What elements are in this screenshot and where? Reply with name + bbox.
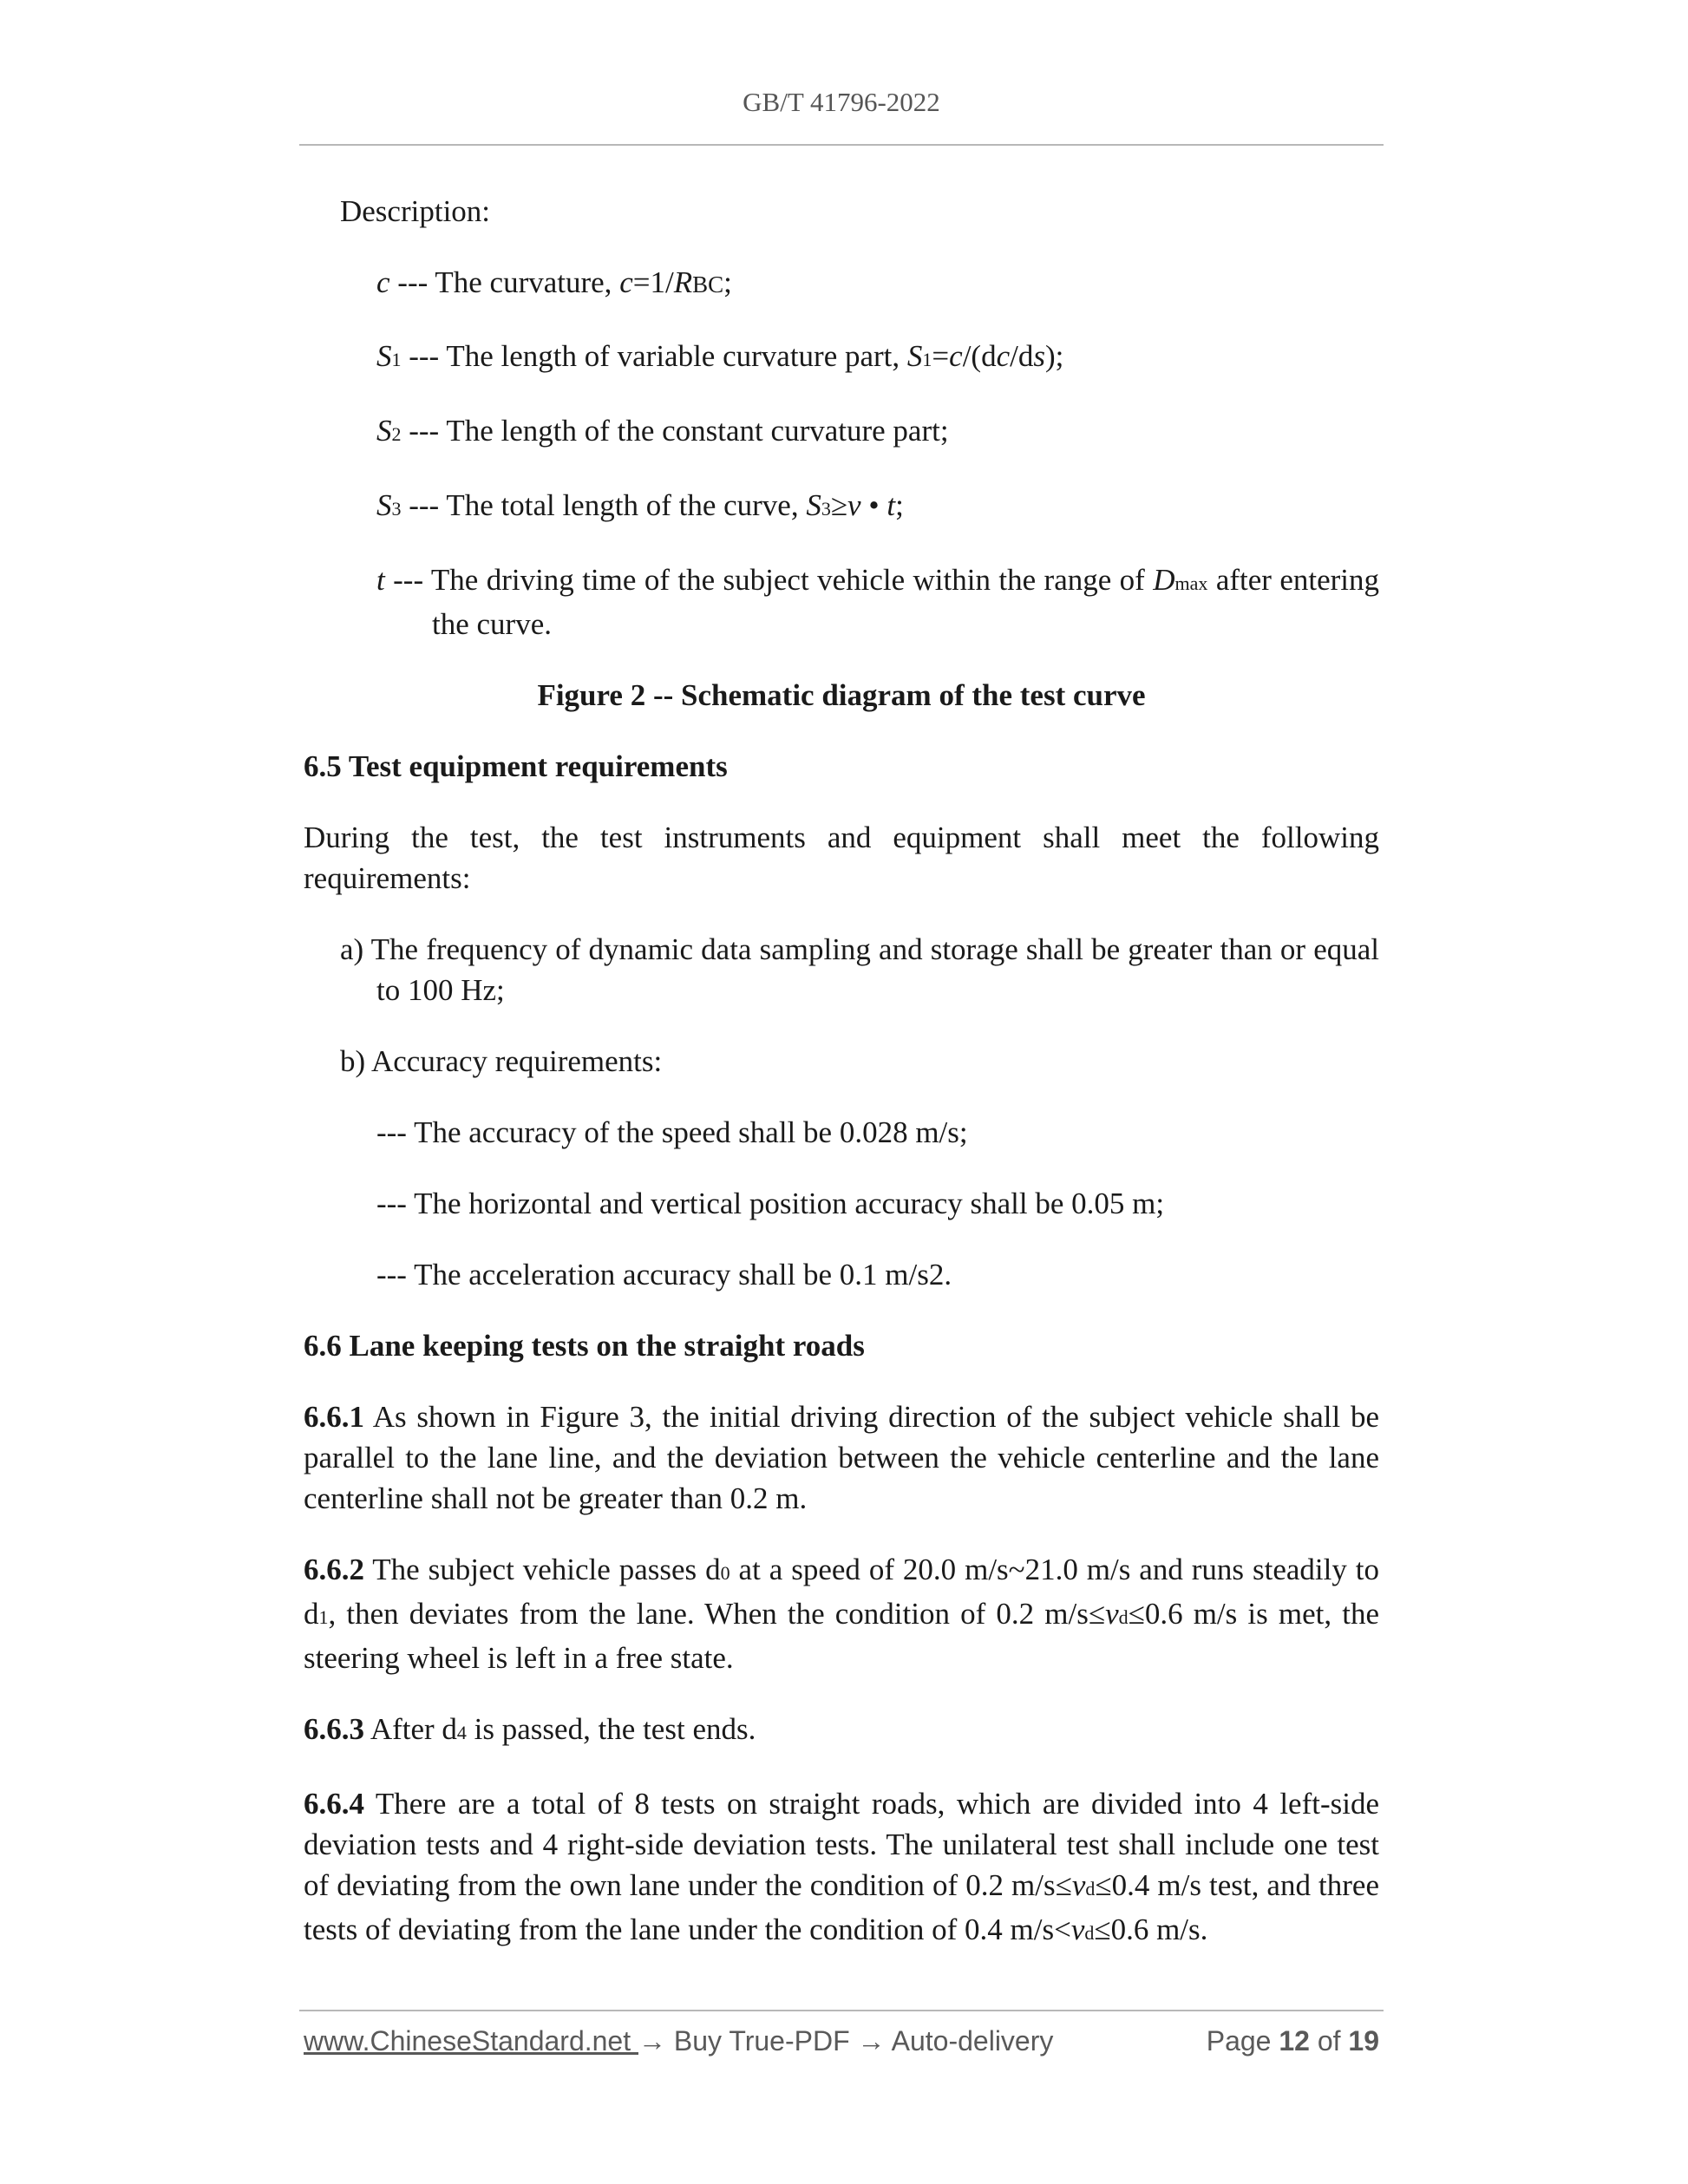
page-number: Page 12 of 19: [1206, 2025, 1379, 2056]
accuracy-item-position: --- The horizontal and vertical position accuracy shall be 0.05 m;: [376, 1187, 1165, 1220]
footer-promo: [304, 2025, 1053, 2057]
figure-caption: Figure 2 -- Schematic diagram of the test curve: [537, 678, 1146, 712]
paragraph-6-6-2: 6.6.2 The subject vehicle passes d0 at a speed of 20.0 m/s~21.0 m/s and runs steadily to d1, then deviates from the lane. When the condition of 0.2 m/s≤vd≤0.6 m/s is met, the steering wheel is left in a free state.: [304, 1553, 1380, 1675]
description-s1: S1 --- The length of variable curvature part, S1=c/(dc/ds);: [376, 339, 1064, 373]
description-c: c --- The curvature, c=1/RBC;: [376, 265, 732, 299]
description-s3: S3 --- The total length of the curve, S3≥v • t;: [376, 488, 904, 522]
paragraph-6-6-3: 6.6.3 After d4 is passed, the test ends.: [304, 1712, 756, 1746]
description-t: t --- The driving time of the subject vehicle within the range of Dmax after entering the curve.: [376, 563, 1380, 641]
chinesestandard-link[interactable]: www.ChineseStandard.net: [304, 2025, 638, 2056]
section-heading-6-5: 6.5 Test equipment requirements: [304, 749, 728, 783]
description-title: Description:: [340, 194, 491, 228]
paragraph-6-6-4: 6.6.4 There are a total of 8 tests on straight roads, which are divided into 4 left-side deviation tests and 4 right-side deviation tests. The unilateral test shall include one test of deviating from the own lane under the condition of 0.2 m/s≤vd≤0.4 m/s test, and three tests of deviating from the lane under the condition of 0.4 m/s<vd≤0.6 m/s.: [304, 1787, 1379, 1946]
accuracy-item-speed: --- The accuracy of the speed shall be 0.028 m/s;: [376, 1115, 968, 1149]
footer-rule: [299, 2010, 1384, 2011]
description-s2: S2 --- The length of the constant curvature part;: [376, 414, 949, 448]
accuracy-item-acceleration: --- The acceleration accuracy shall be 0.1 m/s2.: [376, 1258, 952, 1291]
list-item-b: b) Accuracy requirements:: [340, 1044, 663, 1078]
header-rule: [299, 144, 1384, 146]
section-heading-6-6: 6.6 Lane keeping tests on the straight roads: [304, 1329, 865, 1363]
list-item-a: a) The frequency of dynamic data sampling and storage shall be greater than or equal to 100 Hz;: [340, 932, 1379, 1007]
footer-promo-text: → Buy True-PDF → Auto-delivery: [638, 2025, 1054, 2056]
page-content: [304, 191, 1379, 1984]
section-6-5-intro: During the test, the test instruments and equipment shall meet the following requirements:: [304, 821, 1379, 895]
page-header: GB/T 41796-2022: [743, 87, 940, 117]
paragraph-6-6-1: 6.6.1 As shown in Figure 3, the initial driving direction of the subject vehicle shall be parallel to the lane line, and the deviation between the vehicle centerline and the lane centerline shall not be greater than 0.2 m.: [304, 1400, 1379, 1515]
